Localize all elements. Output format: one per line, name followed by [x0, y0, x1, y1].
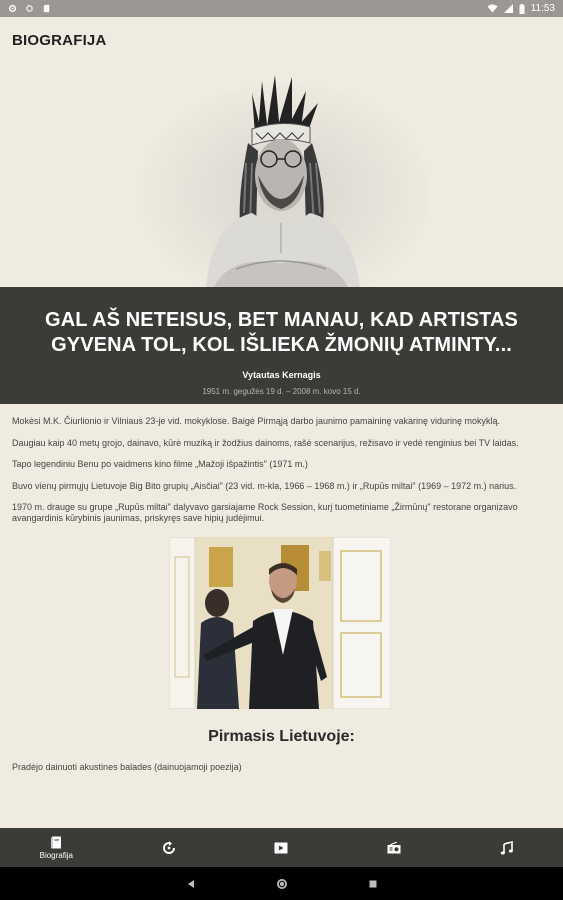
portrait-image: [0, 63, 563, 287]
nav-item-refresh[interactable]: [113, 828, 226, 867]
status-bar: [0, 0, 563, 17]
quote-banner: [0, 287, 563, 404]
sd-card-icon: [42, 4, 51, 13]
nav-item-video[interactable]: [225, 828, 338, 867]
video-icon: [274, 842, 288, 854]
app-header: [0, 17, 563, 63]
biography-content[interactable]: [0, 404, 563, 828]
status-left-icons: [8, 4, 51, 13]
quote-author: Vytautas Kernagis: [242, 370, 321, 380]
signal-icon: [504, 4, 513, 13]
system-navigation: [0, 867, 563, 900]
status-time: 11:53: [530, 3, 555, 14]
page-title: BIOGRAFIJA: [12, 31, 107, 49]
quote-dates: 1951 m. gegužės 19 d. – 2008 m. kovo 15 d.: [202, 387, 361, 396]
recents-icon[interactable]: [368, 879, 378, 889]
bio-paragraph: Buvo vienų pirmųjų Lietuvoje Big Bito grupių „Aisčiai" (23 vid. m-kla, 1966 – 1968 m.) ir „Rupūs miltai" (1969 – 1972 m.) narius.: [12, 480, 517, 491]
quote-text: GAL AŠ NETEISUS, BET MANAU, KAD ARTISTAS GYVENA TOL, KOL IŠLIEKA ŽMONIŲ ATMINTY...: [45, 309, 518, 356]
book-icon: [50, 836, 62, 849]
music-note-icon: [500, 841, 514, 855]
nav-item-biografija[interactable]: [0, 828, 113, 867]
radio-icon: [387, 842, 401, 854]
bottom-navigation: [0, 828, 563, 867]
bio-photo-image: [169, 537, 391, 709]
status-right-icons: [487, 3, 555, 14]
nav-label-biografija: Biografija: [39, 850, 73, 860]
section-title: Pirmasis Lietuvoje:: [208, 728, 355, 745]
settings-icon: [8, 4, 17, 13]
section-paragraph: Pradėjo dainuoti akustines balades (dainuojamoji poezija): [12, 762, 242, 772]
bio-paragraph: Daugiau kaip 40 metų grojo, dainavo, kūrė muziką ir žodžius dainoms, rašė scenarijus, režisavo ir vedė renginius bei TV laidas.: [12, 437, 519, 448]
home-icon[interactable]: [276, 878, 288, 890]
sync-icon: [25, 4, 34, 13]
wifi-icon: [487, 4, 498, 13]
refresh-icon: [162, 841, 176, 855]
battery-icon: [519, 4, 525, 14]
bio-paragraph: Tapo legendiniu Benu po vaidmens kino filme „Mažoji išpažintis" (1971 m.): [12, 459, 308, 469]
nav-item-music[interactable]: [450, 828, 563, 867]
nav-item-radio[interactable]: [338, 828, 451, 867]
back-icon[interactable]: [186, 879, 196, 889]
bio-paragraph: 1970 m. drauge su grupe „Rupūs miltai" dalyvavo garsiajame Rock Session, kurį tuometiniame „Žirmūnų" restorane organizavo avangardinis kūrybinis jaunimas, priskyręs save hipių judėjimui.: [12, 502, 518, 523]
bio-paragraph: Mokėsi M.K. Čiurlionio ir Vilniaus 23-je vid. mokyklose. Baigė Pirmąją darbo jaunimo pamaininę vakarinę vidurinę mokyklą.: [12, 416, 501, 426]
bio-photo: [169, 537, 391, 709]
hero-portrait: [0, 63, 563, 287]
